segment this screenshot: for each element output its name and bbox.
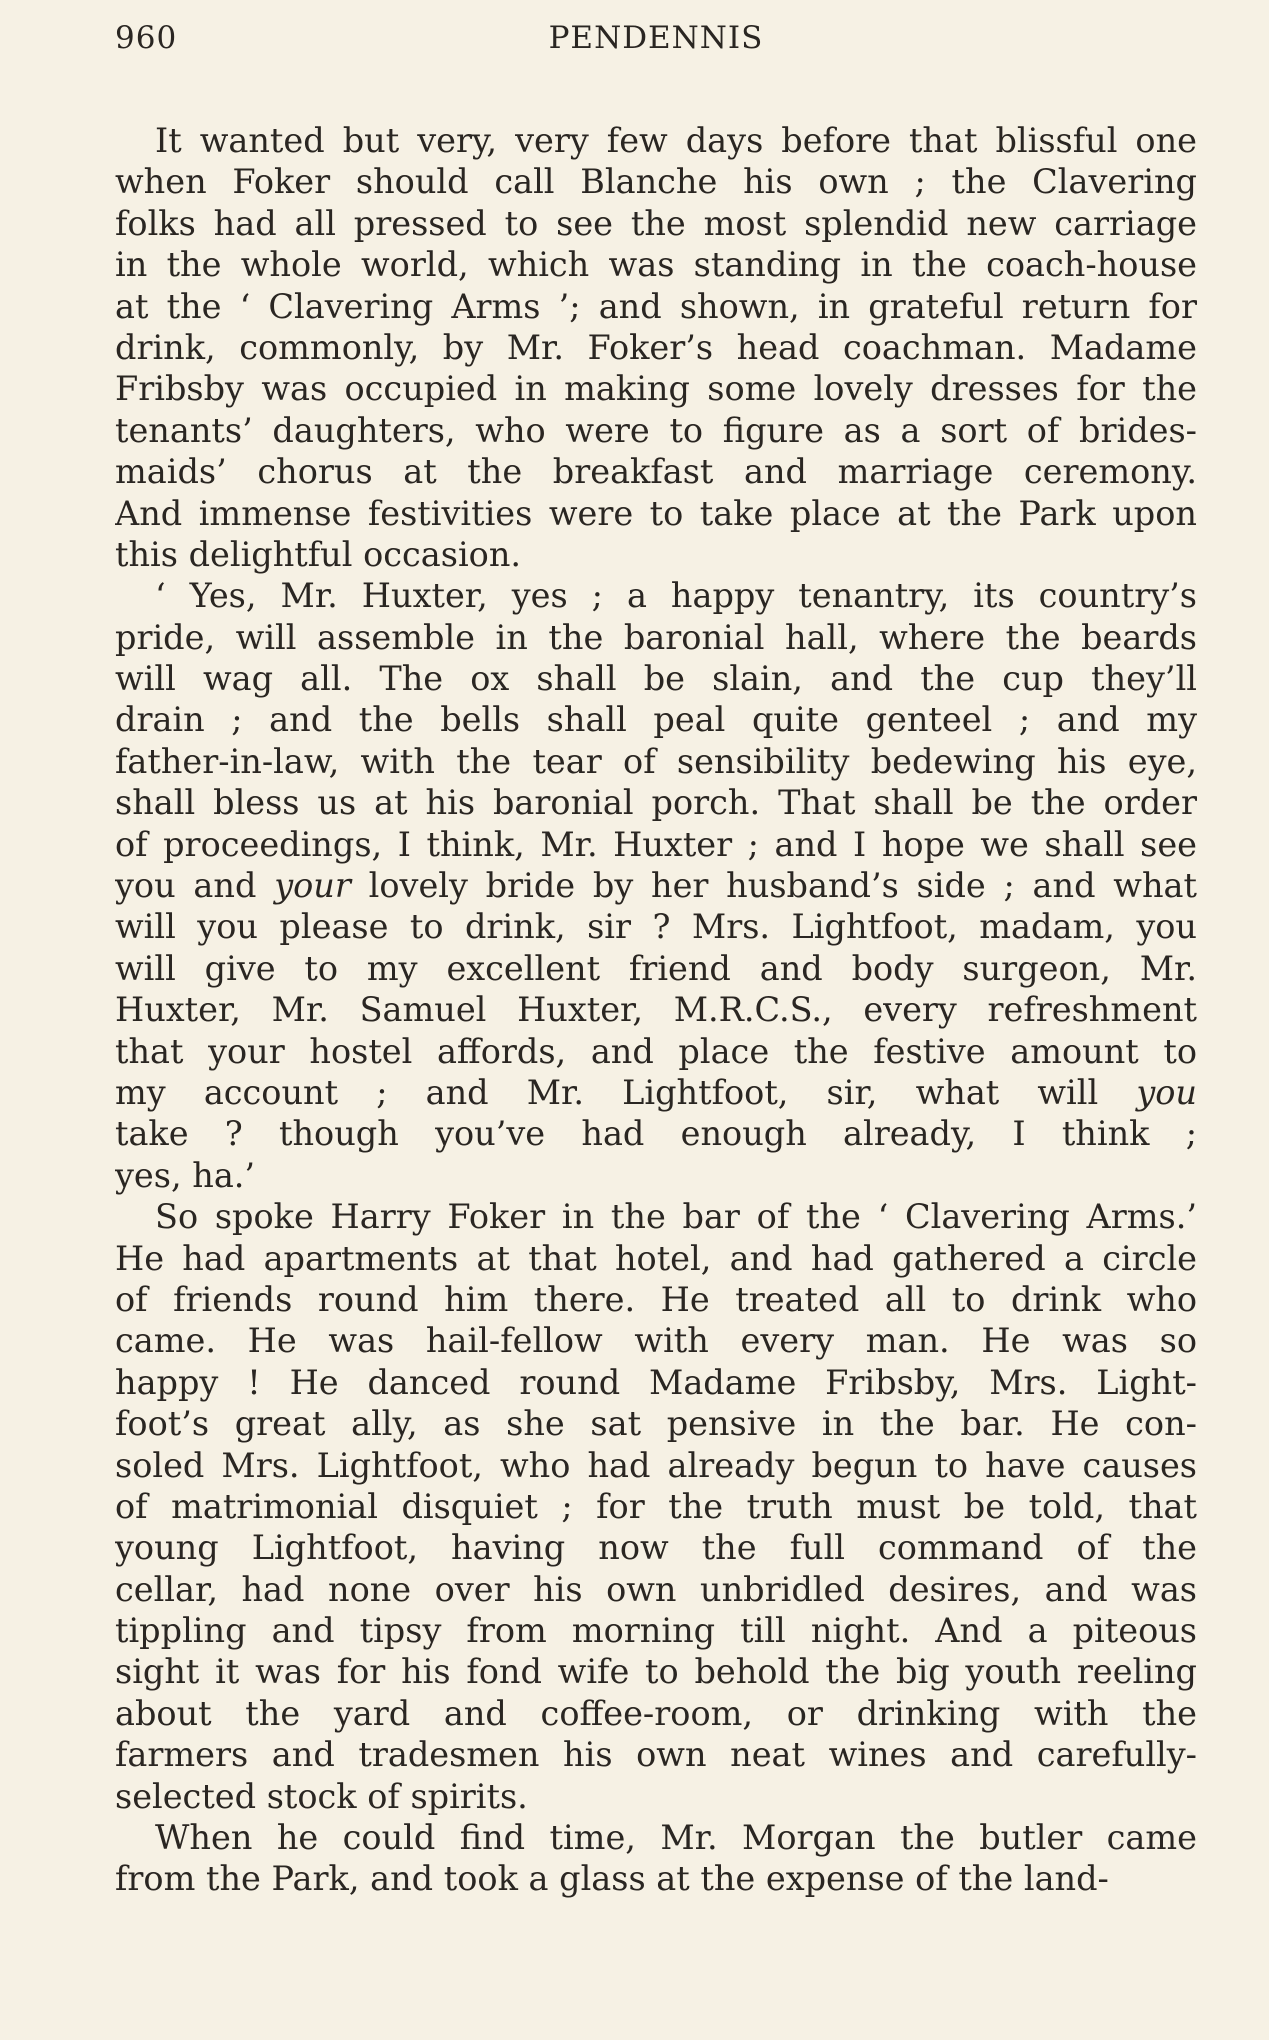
paragraph bbox=[115, 575, 1197, 1196]
paragraph bbox=[115, 1817, 1197, 1900]
text-line: cellar, had none over his own unbridled desires, and was bbox=[115, 1569, 1197, 1609]
text-line: take ? though you’ve had enough already, I think ; bbox=[115, 1114, 1197, 1154]
text-line: that your hostel affords, and place the festive amount to bbox=[115, 1031, 1197, 1071]
text-line: of friends round him there. He treated all to drink who bbox=[115, 1279, 1197, 1319]
text-line: will give to my excellent friend and body surgeon, Mr. bbox=[115, 948, 1197, 988]
text-line: about the yard and coffee-room, or drinking with the bbox=[115, 1693, 1197, 1733]
text-line: So spoke Harry Foker in the bar of the ‘ Clavering Arms.’ bbox=[155, 1197, 1197, 1237]
text-line: He had apartments at that hotel, and had gathered a circle bbox=[115, 1238, 1197, 1278]
text-line: drink, commonly, by Mr. Foker’s head coachman. Madame bbox=[115, 327, 1197, 367]
text-line: Huxter, Mr. Samuel Huxter, M.R.C.S., every refreshment bbox=[115, 990, 1197, 1030]
text-line: tippling and tipsy from morning till night. And a piteous bbox=[115, 1611, 1197, 1651]
text-line: maids’ chorus at the breakfast and marriage ceremony. bbox=[115, 452, 1197, 492]
text-line: sight it was for his fond wife to behold the big youth reeling bbox=[115, 1652, 1197, 1692]
text-line: shall bless us at his baronial porch. That shall be the order bbox=[115, 783, 1197, 823]
page-body-text bbox=[115, 120, 1197, 1900]
text-line: will wag all. The ox shall be slain, and the cup they’ll bbox=[115, 659, 1197, 699]
book-page bbox=[115, 20, 1197, 1900]
text-line: foot’s great ally, as she sat pensive in the bar. He con- bbox=[115, 1404, 1197, 1444]
paragraph bbox=[115, 1196, 1197, 1817]
text-line: in the whole world, which was standing in the coach-house bbox=[115, 245, 1197, 285]
text-line: when Foker should call Blanche his own ; the Clavering bbox=[115, 162, 1197, 202]
text-line: young Lightfoot, having now the full command of the bbox=[115, 1528, 1197, 1568]
text-line: father-in-law, with the tear of sensibility bedewing his eye, bbox=[115, 741, 1197, 781]
page-header bbox=[115, 20, 1197, 64]
text-line: at the ‘ Clavering Arms ’; and shown, in grateful return for bbox=[115, 286, 1197, 326]
paragraph bbox=[115, 120, 1197, 575]
text-line: you and your lovely bride by her husband’s side ; and what bbox=[115, 866, 1197, 906]
text-line: of proceedings, I think, Mr. Huxter ; and I hope we shall see bbox=[115, 824, 1197, 864]
text-line: drain ; and the bells shall peal quite genteel ; and my bbox=[115, 700, 1197, 740]
text-line: will you please to drink, sir ? Mrs. Lightfoot, madam, you bbox=[115, 907, 1197, 947]
text-line: selected stock of spirits. bbox=[115, 1776, 528, 1816]
text-line: Fribsby was occupied in making some lovely dresses for the bbox=[115, 369, 1197, 409]
text-line: When he could find time, Mr. Morgan the butler came bbox=[155, 1818, 1197, 1858]
text-line: folks had all pressed to see the most splendid new carriage bbox=[115, 203, 1197, 243]
italic-word: your bbox=[274, 866, 351, 906]
italic-word: you bbox=[1136, 1072, 1197, 1112]
text-line: And immense festivities were to take place at the Park upon bbox=[115, 493, 1197, 533]
running-title: PENDENNIS bbox=[548, 20, 764, 56]
text-line: It wanted but very, very few days before that blissful one bbox=[155, 121, 1197, 160]
text-line: happy ! He danced round Madame Fribsby, Mrs. Light- bbox=[115, 1362, 1197, 1402]
text-line: from the Park, and took a glass at the expense of the land- bbox=[115, 1859, 1109, 1899]
text-line: my account ; and Mr. Lightfoot, sir, what will you bbox=[115, 1072, 1197, 1112]
text-line: ‘ Yes, Mr. Huxter, yes ; a happy tenantry, its country’s bbox=[155, 576, 1197, 616]
text-line: of matrimonial disquiet ; for the truth must be told, that bbox=[115, 1486, 1197, 1526]
text-line: yes, ha.’ bbox=[115, 1155, 256, 1195]
page-number: 960 bbox=[115, 20, 178, 56]
text-line: soled Mrs. Lightfoot, who had already begun to have causes bbox=[115, 1445, 1197, 1485]
text-line: came. He was hail-fellow with every man. He was so bbox=[115, 1321, 1197, 1361]
text-line: this delightful occasion. bbox=[115, 534, 522, 574]
text-line: tenants’ daughters, who were to figure as a sort of brides- bbox=[115, 410, 1197, 450]
text-line: farmers and tradesmen his own neat wines and carefully- bbox=[115, 1735, 1197, 1775]
text-line: pride, will assemble in the baronial hall, where the beards bbox=[115, 617, 1197, 657]
